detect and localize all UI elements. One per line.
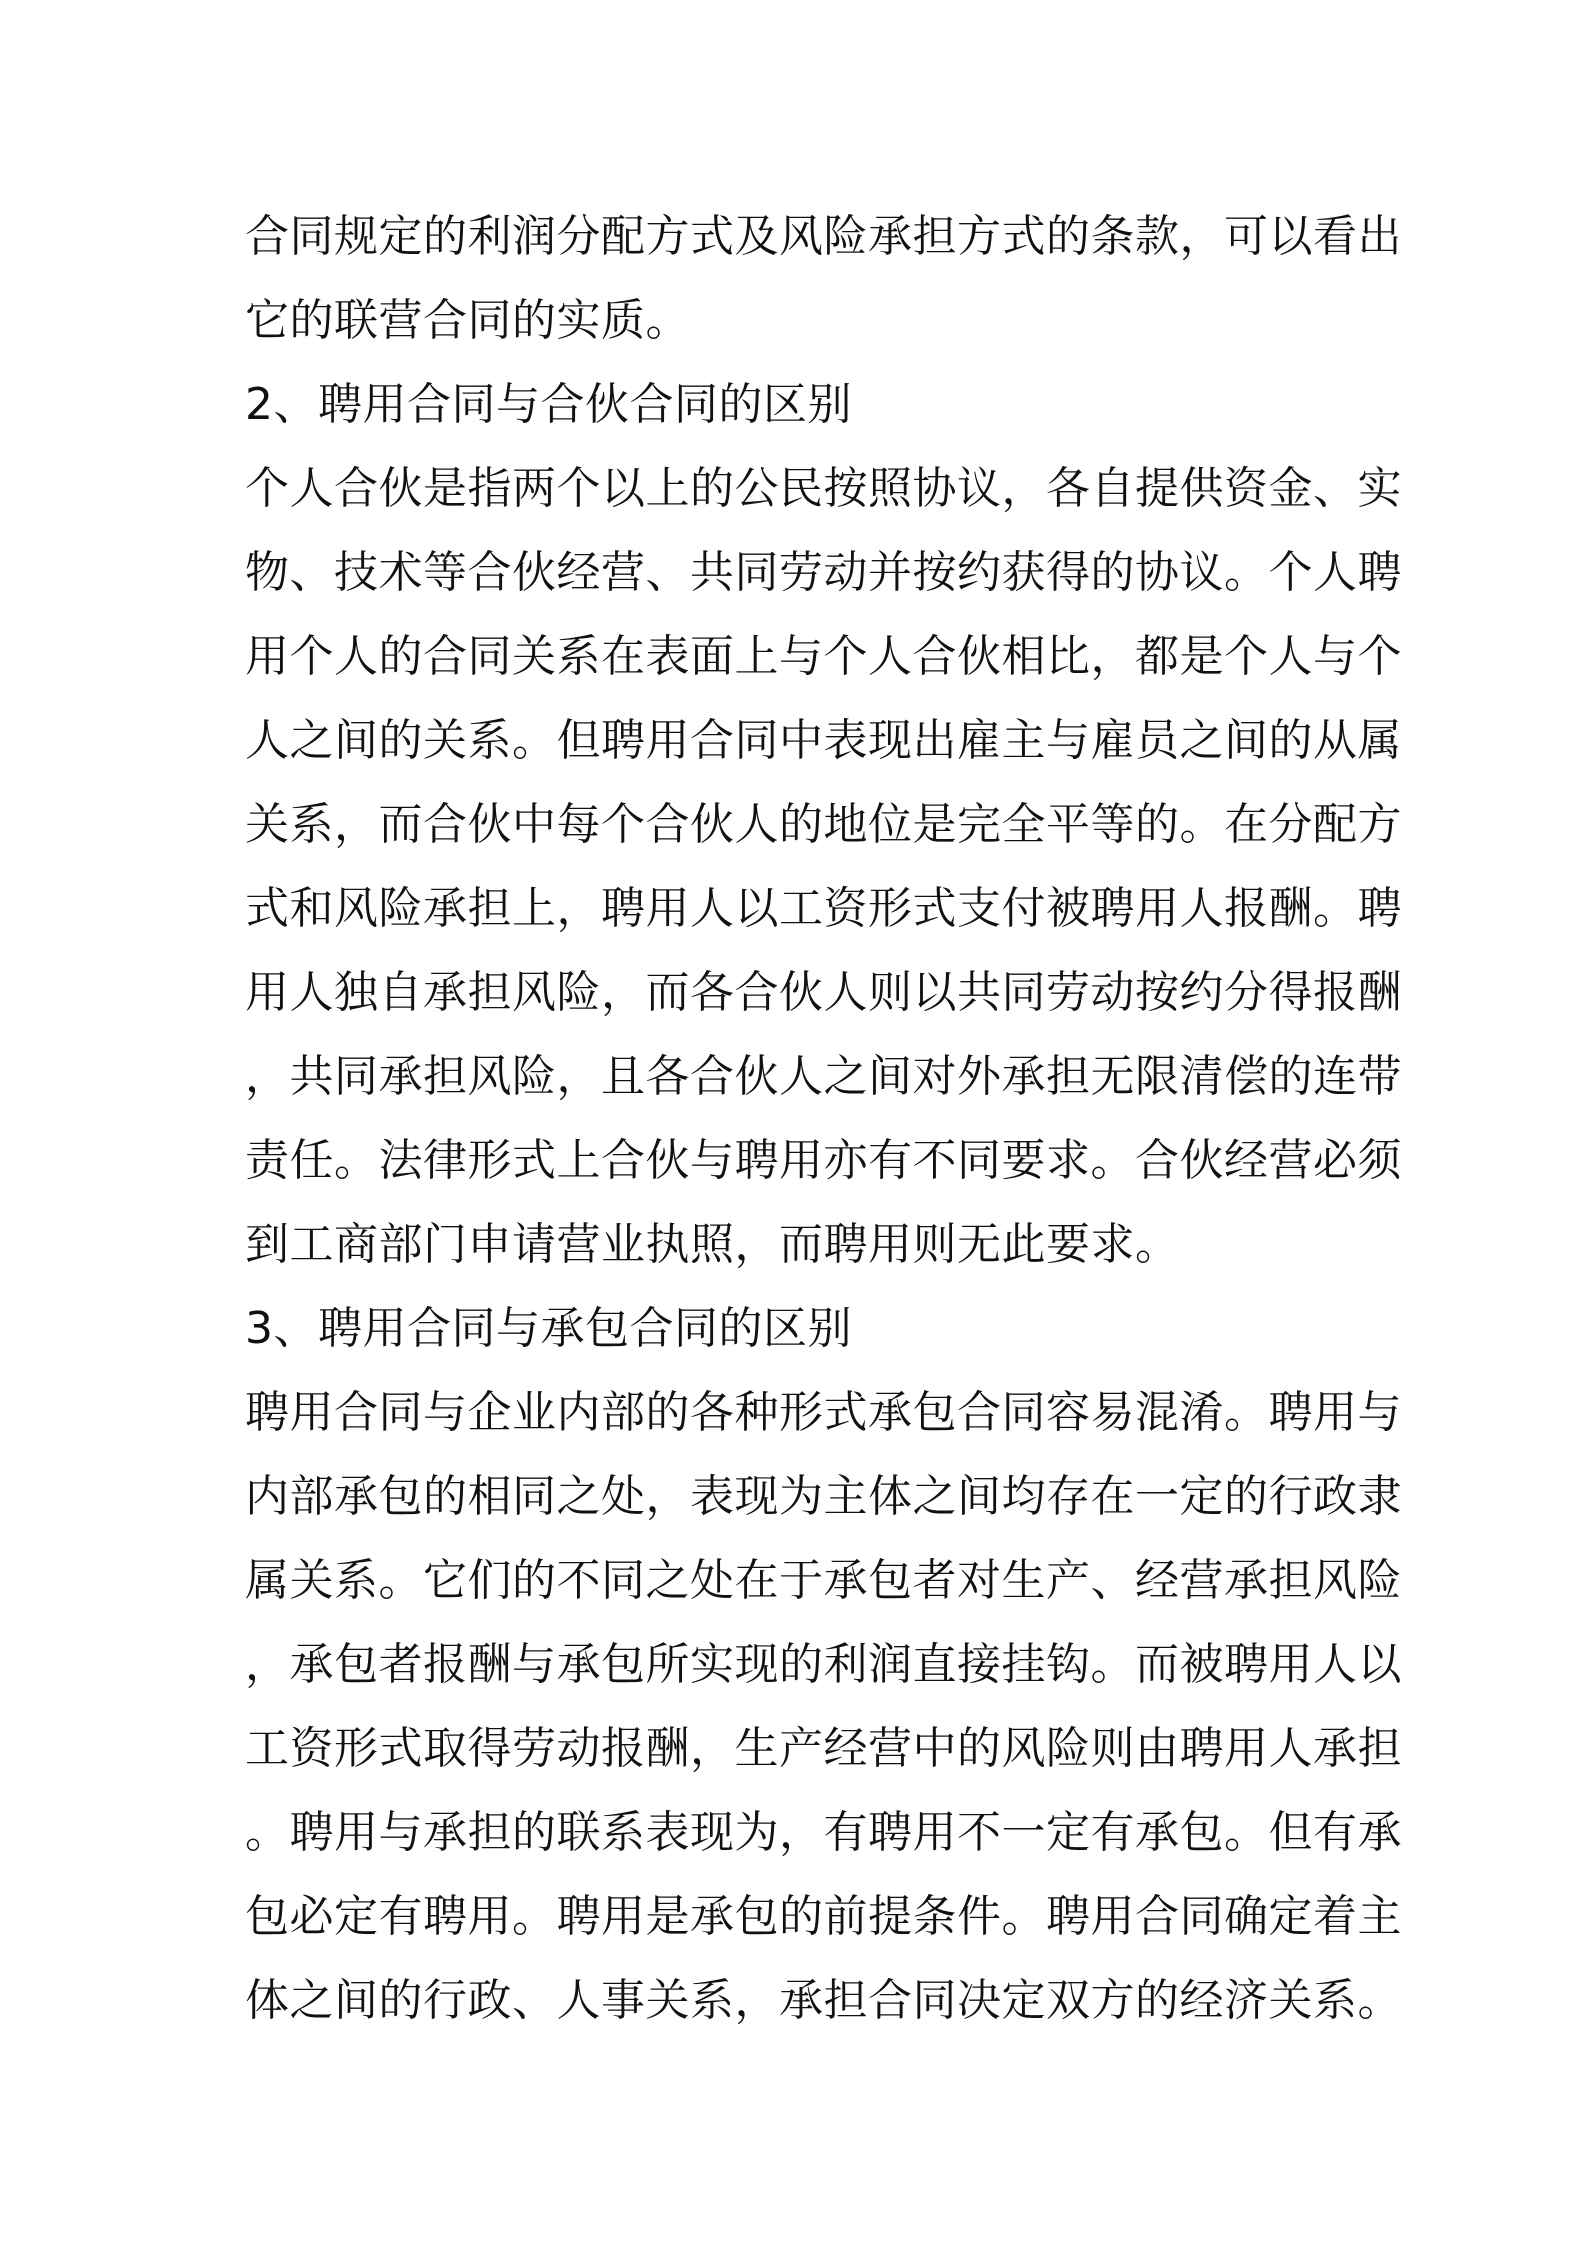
text-line: 属关系。它们的不同之处在于承包者对生产、经营承担风险 [245,1555,1402,1606]
text-line: 包必定有聘用。聘用是承包的前提条件。聘用合同确定着主 [245,1891,1402,1942]
text-line: ，共同承担风险，且各合伙人之间对外承担无限清偿的连带 [245,1051,1402,1102]
text-line: 人之间的关系。但聘用合同中表现出雇主与雇员之间的从属 [245,715,1402,766]
text-line: 。聘用与承担的联系表现为，有聘用不一定有承包。但有承 [245,1807,1402,1858]
document-body [245,195,1402,2043]
text-line: 用人独自承担风险，而各合伙人则以共同劳动按约分得报酬 [245,967,1402,1018]
text-line: 合同规定的利润分配方式及风险承担方式的条款，可以看出 [245,211,1402,262]
text-line: 内部承包的相同之处，表现为主体之间均存在一定的行政隶 [245,1471,1402,1522]
text-line: 工资形式取得劳动报酬，生产经营中的风险则由聘用人承担 [245,1723,1402,1774]
text-line: ，承包者报酬与承包所实现的利润直接挂钩。而被聘用人以 [245,1639,1402,1690]
text-line: 体之间的行政、人事关系，承担合同决定双方的经济关系。 [245,1975,1402,2026]
text-line: 关系，而合伙中每个合伙人的地位是完全平等的。在分配方 [245,799,1402,850]
text-line: 责任。法律形式上合伙与聘用亦有不同要求。合伙经营必须 [245,1135,1402,1186]
text-line: 聘用合同与企业内部的各种形式承包合同容易混淆。聘用与 [245,1387,1402,1438]
text-line: 用个人的合同关系在表面上与个人合伙相比，都是个人与个 [245,631,1402,682]
text-line: 到工商部门申请营业执照，而聘用则无此要求。 [245,1219,1180,1270]
text-line: 它的联营合同的实质。 [245,295,690,346]
text-line: 式和风险承担上，聘用人以工资形式支付被聘用人报酬。聘 [245,883,1402,934]
text-line: 物、技术等合伙经营、共同劳动并按约获得的协议。个人聘 [245,547,1402,598]
text-line: 个人合伙是指两个以上的公民按照协议，各自提供资金、实 [245,463,1402,514]
section-heading: 3、聘用合同与承包合同的区别 [245,1303,852,1354]
section-heading: 2、聘用合同与合伙合同的区别 [245,379,852,430]
